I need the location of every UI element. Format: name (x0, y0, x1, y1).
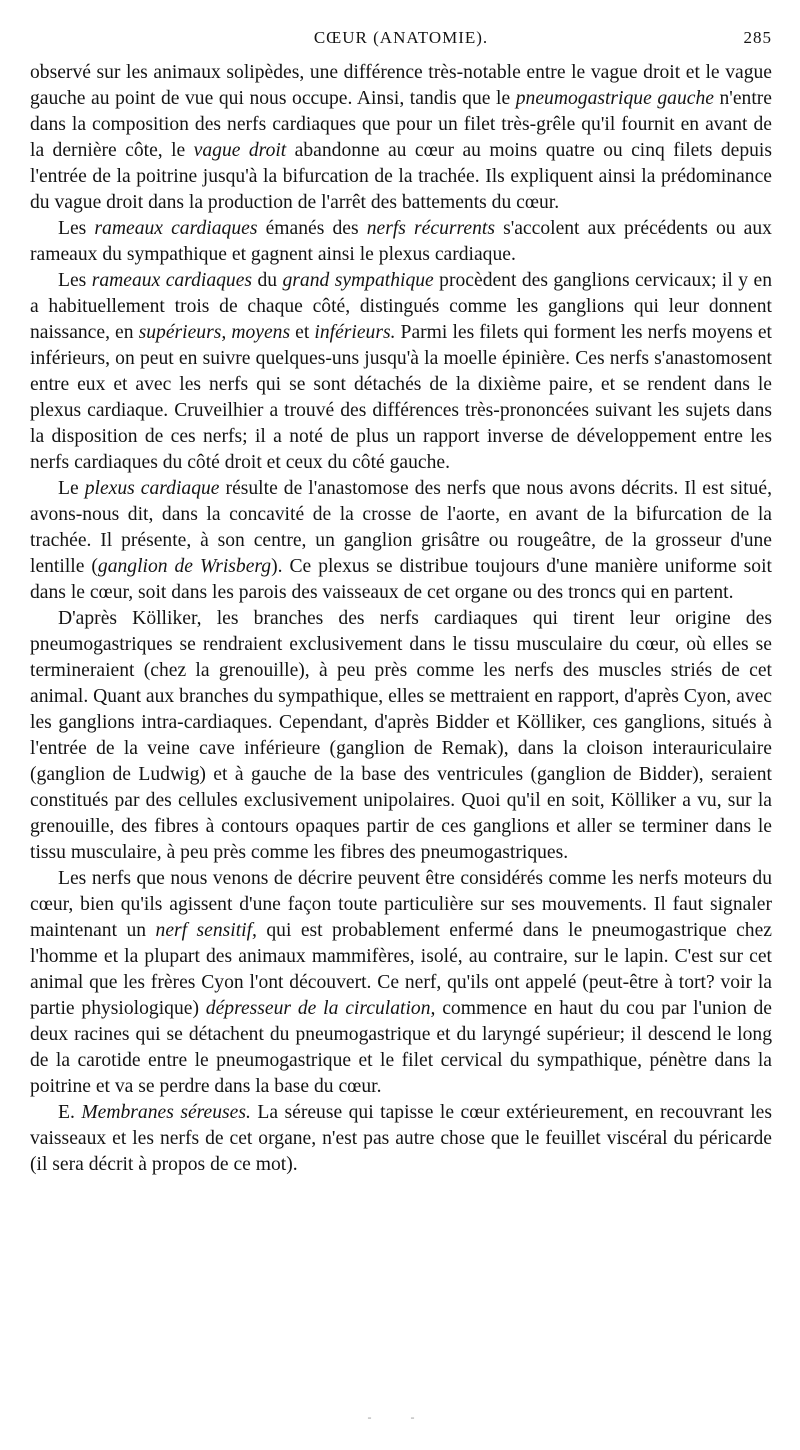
text-run: Les nerfs que nous venons de décrire peuvent être considérés comme les nerfs moteurs du cœur, bien qu'ils agissent d'une façon toute particulière sur ses mouvements. Il faut signaler maintenant un (30, 868, 772, 941)
text-run: s'accolent aux précédents ou aux rameaux du sympathique et gagnent ainsi le plexus cardiaque. (30, 218, 772, 265)
italic-term: rameaux cardiaques (94, 218, 258, 239)
italic-term: inférieurs. (314, 322, 396, 343)
text-run: émanés des (257, 218, 367, 239)
italic-term: nerfs récurrents (366, 218, 495, 239)
italic-term: rameaux cardiaques (91, 270, 253, 291)
text-run: Parmi les filets qui forment les nerfs moyens et inférieurs, on peut en suivre quelques-uns jusqu'à la moelle épinière. Ces nerfs s'anastomosent entre eux et avec les nerfs qui se sont détachés de la dixième paire, et se rendent dans le plexus cardiaque. Cruveilhier a trouvé des différences très-prononcées suivant les sujets dans la disposition de ces nerfs; il a noté de plus un rapport inverse de développement entre les nerfs cardiaques du côté droit et ceux du côté gauche. (30, 322, 773, 473)
body-text (30, 60, 772, 1178)
text-run: ). Ce plexus se distribue toujours d'une manière uniforme soit dans le cœur, soit dans les parois des vaisseaux de cet organe ou des troncs qui en partent. (30, 556, 772, 603)
book-page (30, 28, 772, 1178)
italic-term: Membranes séreuses. (81, 1102, 251, 1123)
text-run: n'entre dans la composition des nerfs cardiaques que pour un filet très-grêle qu'il fournit en avant de la dernière côte, le (30, 88, 772, 161)
italic-term: nerf sensitif, (155, 920, 257, 941)
paragraph (30, 268, 772, 476)
text-run: abandonne au cœur au moins quatre ou cinq filets depuis l'entrée de la poitrine jusqu'à la bifurcation de la trachée. Ils expliquent ainsi la prédominance du vague droit dans la production de l'arrêt des battements du cœur. (30, 140, 772, 213)
running-title: CŒUR (ANATOMIE). (313, 28, 489, 47)
italic-term: ganglion de Wrisberg (97, 556, 272, 577)
text-run: La séreuse qui tapisse le cœur extérieurement, en recouvrant les vaisseaux et les nerfs de cet organe, n'est pas autre chose que le feuillet viscéral du péricarde (il sera décrit à propos de ce mot). (30, 1102, 773, 1175)
text-run: Les (58, 218, 95, 239)
text-run: qui est probablement enfermé dans le pneumogastrique chez l'homme et la plupart des animaux mammifères, isolé, au contraire, sur le lapin. C'est sur cet animal que les frères Cyon l'ont découvert. Ce nerf, qu'ils ont appelé (peut-être à tort? voir la partie physiologique) (30, 920, 772, 1019)
paragraph (30, 866, 772, 1100)
paragraph (30, 476, 772, 606)
running-head (30, 28, 772, 56)
paragraph (30, 216, 772, 268)
text-run: D'après Kölliker, les branches des nerfs cardiaques qui tirent leur origine des pneumogastriques se rendraient exclusivement dans le tissu musculaire du cœur, où elles se termineraient (chez la grenouille), à peu près comme les nerfs des muscles striés de cet animal. Quant aux branches du sympathique, elles se mettraient en rapport, d'après Cyon, avec les ganglions intra-cardiaques. Cependant, d'après Bidder et Kölliker, ces ganglions, situés à l'entrée de la veine cave inférieure (ganglion de Remak), dans la cloison interauriculaire (ganglion de Ludwig) et à gauche de la base des ventricules (ganglion de Bidder), seraient constitués par des cellules exclusivement unipolaires. Quoi qu'il en soit, Kölliker a vu, sur la grenouille, des fibres à contours opaques partir de ces ganglions et aller se terminer dans le tissu musculaire, à peu près comme les fibres des pneumogastriques. (30, 608, 772, 863)
text-run: procèdent des ganglions cervicaux; il y en a habituellement trois de chaque côté, distingués comme les ganglions qui leur donnent naissance, en (30, 270, 772, 343)
text-run: Le (58, 478, 85, 499)
page-number: 285 (743, 28, 772, 47)
italic-term: pneumogastrique gauche (515, 88, 714, 109)
page-foot-marks: - - (367, 1410, 433, 1424)
paragraph (30, 60, 772, 216)
text-run: observé sur les animaux solipèdes, une différence très-notable entre le vague droit et le vague gauche au point de vue qui nous occupe. Ainsi, tandis que le (30, 62, 772, 109)
italic-term: supérieurs, moyens (138, 322, 291, 343)
italic-term: dépresseur de la circulation, (205, 998, 436, 1019)
italic-term: vague droit (193, 140, 287, 161)
text-run: résulte de l'anastomose des nerfs que nous avons décrits. Il est situé, avons-nous dit, dans la concavité de la crosse de l'aorte, en avant de la bifurcation de la trachée. Il présente, à son centre, un ganglion grisâtre ou rougeâtre, de la grosseur d'une lentille ( (30, 478, 772, 577)
italic-term: grand sympathique (282, 270, 434, 291)
italic-term: plexus cardiaque (84, 478, 220, 499)
paragraph (30, 1100, 772, 1178)
text-run: E. (58, 1102, 82, 1123)
text-run: et (290, 322, 315, 343)
text-run: du (252, 270, 283, 291)
text-run: Les (58, 270, 92, 291)
text-run: commence en haut du cou par l'union de deux racines qui se détachent du pneumogastrique et du laryngé supérieur; il descend le long de la carotide entre le pneumogastrique et le filet cervical du sympathique, pénètre dans la poitrine et va se perdre dans la base du cœur. (30, 998, 773, 1097)
paragraph (30, 606, 772, 866)
